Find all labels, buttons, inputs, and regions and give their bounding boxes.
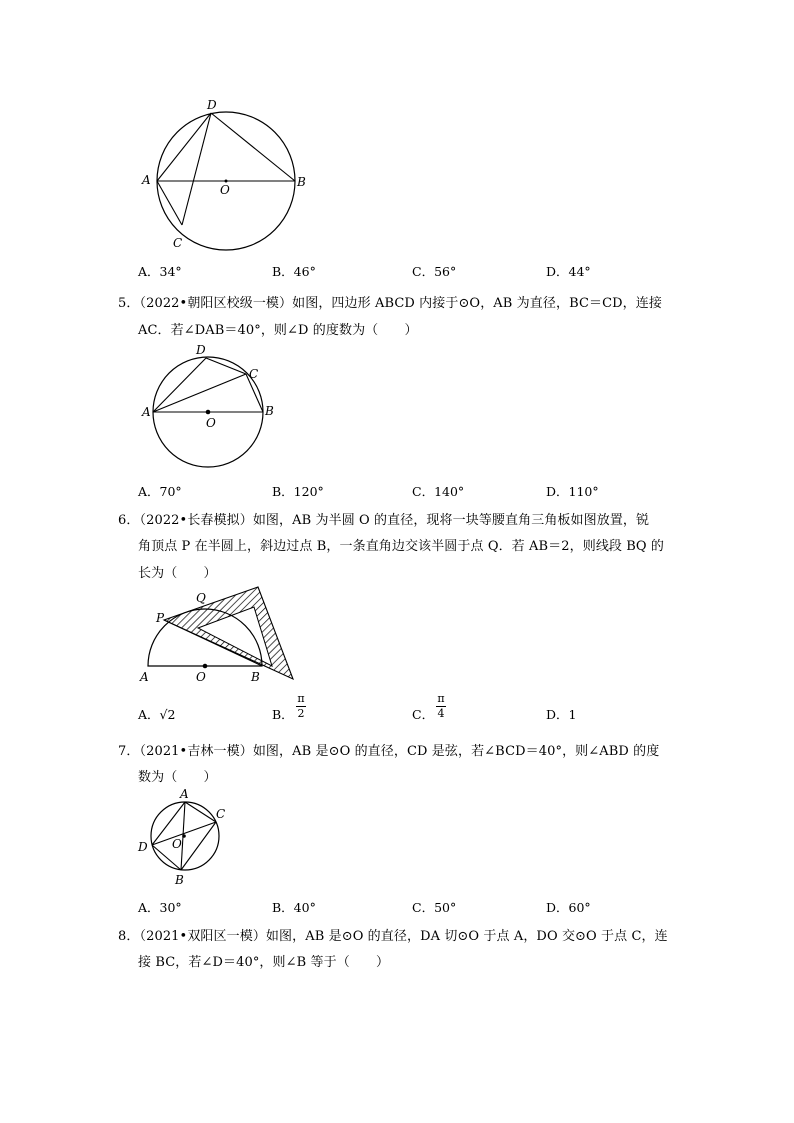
figure-q5 xyxy=(130,340,290,475)
q7-option-c: C．50° xyxy=(412,900,457,915)
q6-label-b: B xyxy=(251,670,260,684)
q6-option-c-letter: C． xyxy=(412,707,435,722)
q7-option-b: B．40° xyxy=(272,900,316,915)
q4-label-d: D xyxy=(207,98,217,112)
q7-label-b: B xyxy=(175,873,184,887)
q4-option-b: B．46° xyxy=(272,264,316,279)
q5-option-a: A．70° xyxy=(138,484,182,499)
q5-stem-line-2: AC．若∠DAB＝40°，则∠D 的度数为（ ） xyxy=(138,323,418,338)
q5-label-a: A xyxy=(142,405,151,419)
q7-label-a: A xyxy=(180,787,189,801)
q6-option-d xyxy=(546,705,576,723)
q5-label-d: D xyxy=(196,343,206,357)
q6-option-c-numerator: π xyxy=(437,692,445,705)
q6-option-c-denominator: 4 xyxy=(437,707,445,720)
q7-option-a: A．30° xyxy=(138,900,182,915)
q5-label-c: C xyxy=(249,367,259,381)
q7-label-d: D xyxy=(138,840,148,854)
figure-q7 xyxy=(130,785,240,890)
q6-option-a-letter: A． xyxy=(138,707,160,722)
figure-q6 xyxy=(130,580,310,690)
q5-label-b: B xyxy=(265,404,274,418)
q6-label-a: A xyxy=(140,670,149,684)
q8-stem-line-2: 接 BC，若∠D＝40°，则∠B 等于（ ） xyxy=(138,955,390,970)
q6-stem-line-2: 角顶点 P 在半圆上，斜边过点 B，一条直角边交该半圆于点 Q．若 AB＝2，则线段 BQ 的 xyxy=(138,539,665,554)
q6-label-p: P xyxy=(156,611,165,625)
q6-stem-line-3: 长为（ ） xyxy=(138,566,217,581)
q4-label-o: O xyxy=(220,183,230,197)
q6-option-c-fraction xyxy=(436,693,446,720)
q7-label-c: C xyxy=(216,807,226,821)
q6-option-d-letter: D． xyxy=(546,707,569,722)
q5-label-o: O xyxy=(206,416,216,430)
q6-option-d-value: 1 xyxy=(568,707,577,722)
q7-stem-line-2: 数为（ ） xyxy=(138,770,217,785)
q4-label-a: A xyxy=(142,173,151,187)
q6-option-a xyxy=(138,705,175,723)
q6-option-a-value: √2 xyxy=(159,707,176,722)
q5-option-b: B．120° xyxy=(272,484,324,499)
q6-stem-line-1: 6．（2022•长春模拟）如图，AB 为半圆 O 的直径，现将一块等腰直角三角板如图放置，锐 xyxy=(118,513,650,528)
figure-q4 xyxy=(130,95,320,257)
q6-option-b-letter: B． xyxy=(272,707,294,722)
q6-label-q: Q xyxy=(196,591,206,605)
q7-label-o: O xyxy=(172,837,182,851)
q7-option-d: D．60° xyxy=(546,900,591,915)
q6-option-b-numerator: π xyxy=(297,692,305,705)
q4-option-c: C．56° xyxy=(412,264,457,279)
q4-label-b: B xyxy=(297,175,306,189)
q5-option-d: D．110° xyxy=(546,484,599,499)
q8-stem-line-1: 8．（2021•双阳区一模）如图，AB 是⊙O 的直径，DA 切⊙O 于点 A，DO 交⊙O 于点 C，连 xyxy=(118,929,668,944)
q5-stem-line-1: 5．（2022•朝阳区校级一模）如图，四边形 ABCD 内接于⊙O，AB 为直径，BC＝CD，连接 xyxy=(118,296,662,311)
q4-option-a: A．34° xyxy=(138,264,182,279)
q4-option-d: D．44° xyxy=(546,264,591,279)
q6-option-b-denominator: 2 xyxy=(297,707,305,720)
q5-option-c: C．140° xyxy=(412,484,465,499)
q4-label-c: C xyxy=(173,236,183,250)
q7-stem-line-1: 7．（2021•吉林一模）如图，AB 是⊙O 的直径，CD 是弦，若∠BCD＝40°，则∠ABD 的度 xyxy=(118,744,660,759)
q6-option-b-fraction xyxy=(296,693,306,720)
q6-label-o: O xyxy=(196,670,206,684)
